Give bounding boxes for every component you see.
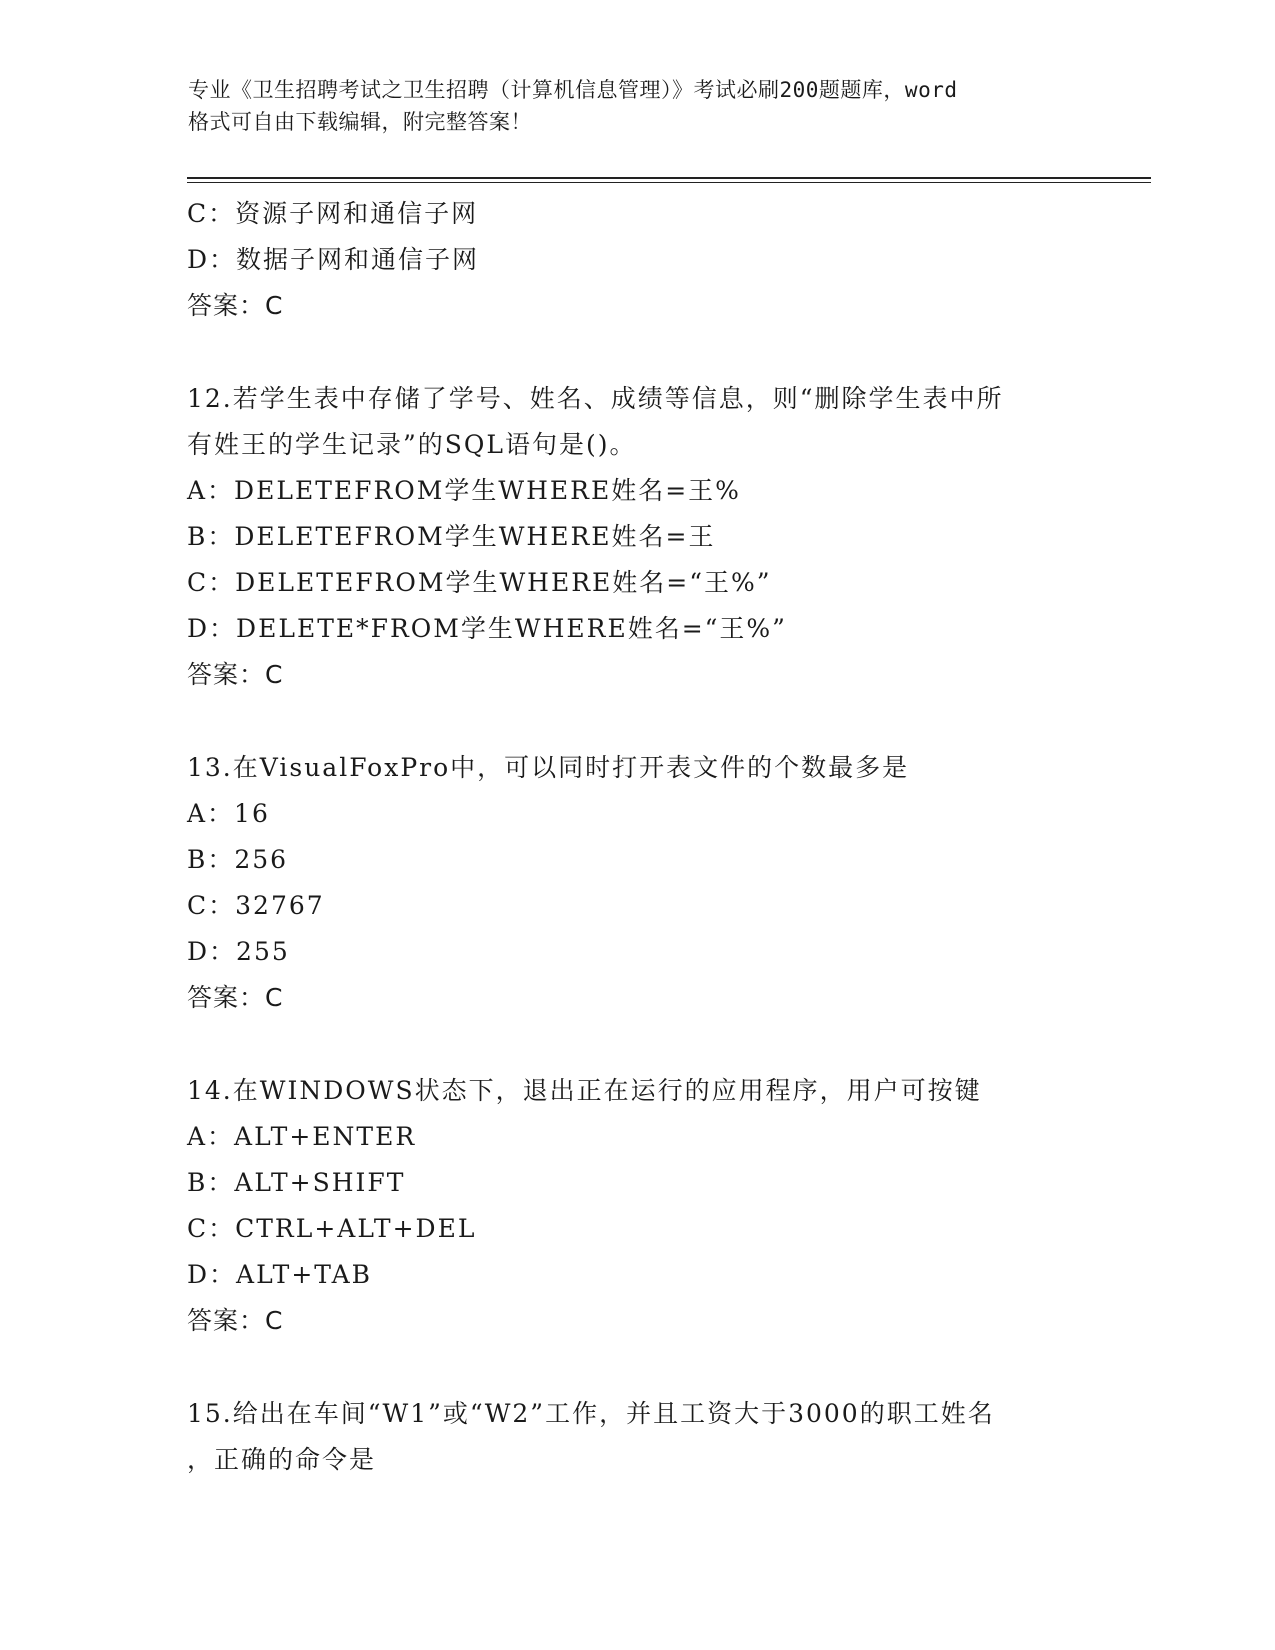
option-d: D：ALT+TAB xyxy=(187,1260,373,1289)
spacer xyxy=(187,698,1087,745)
question-stem-line-1: 12.若学生表中存储了学号、姓名、成绩等信息，则“删除学生表中所 xyxy=(187,384,1004,413)
option-b: B：256 xyxy=(187,845,289,874)
option-c: C：CTRL+ALT+DEL xyxy=(187,1214,477,1243)
option-d: D：数据子网和通信子网 xyxy=(187,245,480,274)
header-line-2: 格式可自由下载编辑，附完整答案！ xyxy=(188,110,532,134)
option-b: B：DELETEFROM学生WHERE姓名=王 xyxy=(187,522,716,551)
header-divider-thick xyxy=(187,177,1151,179)
spacer xyxy=(187,329,1087,376)
option-a: A：DELETEFROM学生WHERE姓名=王% xyxy=(187,476,741,505)
answer: 答案：C xyxy=(187,660,284,689)
header-line-1: 专业《卫生招聘考试之卫生招聘（计算机信息管理）》考试必刷200题题库，word xyxy=(188,78,958,102)
answer: 答案：C xyxy=(187,291,284,320)
question-11 xyxy=(187,191,1087,329)
document-header xyxy=(188,74,1088,138)
option-c: C：DELETEFROM学生WHERE姓名=“王%” xyxy=(187,568,772,597)
option-a: A：16 xyxy=(187,799,270,828)
question-stem-line-1: 13.在VisualFoxPro中，可以同时打开表文件的个数最多是 xyxy=(187,753,910,782)
question-13 xyxy=(187,745,1087,1021)
answer: 答案：C xyxy=(187,983,284,1012)
question-14 xyxy=(187,1068,1087,1344)
question-list xyxy=(187,191,1087,1483)
option-c: C：32767 xyxy=(187,891,325,920)
answer: 答案：C xyxy=(187,1306,284,1335)
option-d: D：DELETE*FROM学生WHERE姓名=“王%” xyxy=(187,614,787,643)
question-15 xyxy=(187,1391,1087,1483)
question-12 xyxy=(187,376,1087,698)
question-stem-line-2: ，正确的命令是 xyxy=(187,1445,377,1474)
option-d: D：255 xyxy=(187,937,290,966)
option-b: B：ALT+SHIFT xyxy=(187,1168,406,1197)
header-divider-thin xyxy=(187,182,1151,183)
question-stem-line-2: 有姓王的学生记录”的SQL语句是()。 xyxy=(187,430,637,459)
question-stem-line-1: 15.给出在车间“W1”或“W2”工作，并且工资大于3000的职工姓名 xyxy=(187,1399,995,1428)
question-stem-line-1: 14.在WINDOWS状态下，退出正在运行的应用程序，用户可按键 xyxy=(187,1076,982,1105)
option-c: C：资源子网和通信子网 xyxy=(187,199,479,228)
spacer xyxy=(187,1021,1087,1068)
spacer xyxy=(187,1344,1087,1391)
option-a: A：ALT+ENTER xyxy=(187,1122,417,1151)
